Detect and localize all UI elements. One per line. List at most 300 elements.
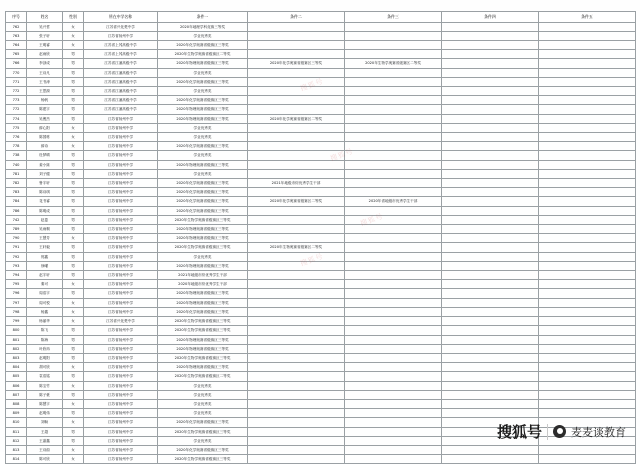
- row-sex: 男: [63, 215, 84, 224]
- row-condition-5: [539, 123, 636, 132]
- row-condition-2: [248, 22, 345, 31]
- row-condition-1: 2020年生物学奥赛省级赛区二等奖: [158, 372, 248, 381]
- row-condition-5: [539, 87, 636, 96]
- row-school: 江苏省扬州中学: [84, 271, 158, 280]
- row-condition-1: 2020年化学奥赛省级赛区三等奖: [158, 445, 248, 454]
- row-sex: 男: [63, 372, 84, 381]
- row-index: 764: [6, 41, 27, 50]
- table-row: [6, 179, 636, 188]
- row-condition-3: [345, 372, 442, 381]
- row-condition-4: [442, 317, 539, 326]
- row-condition-4: [442, 307, 539, 316]
- watermark-4: 搜狐号: [299, 252, 325, 268]
- row-school: 江苏省兴化楚中学: [84, 317, 158, 326]
- row-school: 江苏省扬州中学: [84, 326, 158, 335]
- row-sex: 男: [63, 436, 84, 445]
- row-school: 江苏省扬州中学: [84, 151, 158, 160]
- row-index: 773: [6, 96, 27, 105]
- row-condition-1: 2020年物理奥赛省级赛区三等奖: [158, 160, 248, 169]
- column-header-condition-2: 条件二: [248, 12, 345, 23]
- row-sex: 男: [63, 160, 84, 169]
- row-index: 793: [6, 261, 27, 270]
- table-row: [6, 160, 636, 169]
- row-condition-5: [539, 169, 636, 178]
- table-row: [6, 289, 636, 298]
- row-condition-5: [539, 289, 636, 298]
- row-condition-4: [442, 399, 539, 408]
- row-condition-3: [345, 381, 442, 390]
- table-row: [6, 41, 636, 50]
- row-condition-5: [539, 445, 636, 454]
- table-row: [6, 225, 636, 234]
- row-condition-3: [345, 133, 442, 142]
- row-sex: 男: [63, 243, 84, 252]
- row-condition-2: [248, 353, 345, 362]
- row-school: 江苏省扬州中学: [84, 252, 158, 261]
- row-school: 江苏省扬州中学: [84, 353, 158, 362]
- row-condition-1: 学业优秀类: [158, 169, 248, 178]
- column-header-index: 序号: [6, 12, 27, 23]
- row-condition-1: 2020年物理奥赛省级赛区三等奖: [158, 335, 248, 344]
- row-index: 802: [6, 344, 27, 353]
- row-condition-2: [248, 372, 345, 381]
- row-condition-5: [539, 77, 636, 86]
- row-name: 李剑成: [27, 59, 63, 68]
- table-row: [6, 133, 636, 142]
- row-condition-4: [442, 353, 539, 362]
- row-condition-4: [442, 363, 539, 372]
- row-condition-4: [442, 409, 539, 418]
- row-condition-3: [345, 41, 442, 50]
- row-condition-5: [539, 353, 636, 362]
- row-condition-5: [539, 41, 636, 50]
- table-row: [6, 188, 636, 197]
- row-name: 陈子豪: [27, 390, 63, 399]
- row-condition-5: [539, 160, 636, 169]
- row-sex: 男: [63, 390, 84, 399]
- table-row: [6, 77, 636, 86]
- row-condition-3: [345, 261, 442, 270]
- table-row: [6, 142, 636, 151]
- row-index: 794: [6, 271, 27, 280]
- row-condition-4: [442, 151, 539, 160]
- table-row: [6, 96, 636, 105]
- row-condition-1: 2020年物理奥赛省级赛区三等奖: [158, 59, 248, 68]
- row-condition-3: [345, 142, 442, 151]
- row-condition-5: [539, 133, 636, 142]
- row-condition-5: [539, 234, 636, 243]
- row-condition-1: 2020年物理奥赛省级赛区三等奖: [158, 261, 248, 270]
- row-condition-5: [539, 179, 636, 188]
- row-condition-1: 学业优秀类: [158, 151, 248, 160]
- row-condition-4: [442, 123, 539, 132]
- row-name: 周可悦: [27, 298, 63, 307]
- table-row: [6, 50, 636, 59]
- row-condition-3: [345, 243, 442, 252]
- row-sex: 男: [63, 289, 84, 298]
- row-name: 徐曜: [27, 261, 63, 270]
- row-index: 783: [6, 188, 27, 197]
- row-condition-4: [442, 87, 539, 96]
- row-condition-5: [539, 372, 636, 381]
- row-condition-3: [345, 96, 442, 105]
- row-name: 王诗凡: [27, 68, 63, 77]
- row-condition-2: [248, 41, 345, 50]
- row-condition-3: [345, 188, 442, 197]
- row-name: 陈诗琪: [27, 188, 63, 197]
- header-row: [6, 12, 636, 23]
- row-school: 江苏省扬州中学: [84, 372, 158, 381]
- row-index: 799: [6, 317, 27, 326]
- row-condition-4: [442, 41, 539, 50]
- row-condition-3: [345, 427, 442, 436]
- row-sex: 男: [63, 179, 84, 188]
- row-name: 陈慧宇: [27, 399, 63, 408]
- row-name: 陈海: [27, 335, 63, 344]
- row-condition-2: [248, 390, 345, 399]
- row-sex: 男: [63, 188, 84, 197]
- sohu-logo-text: 搜狐号: [496, 423, 542, 441]
- row-sex: 男: [63, 271, 84, 280]
- row-school: 江苏省扬州中学: [84, 418, 158, 427]
- row-condition-4: [442, 197, 539, 206]
- row-index: 763: [6, 31, 27, 40]
- row-index: 791: [6, 243, 27, 252]
- row-condition-5: [539, 50, 636, 59]
- row-condition-5: [539, 197, 636, 206]
- row-condition-5: [539, 151, 636, 160]
- row-condition-4: [442, 59, 539, 68]
- row-sex: 男: [63, 50, 84, 59]
- table-row: [6, 271, 636, 280]
- row-condition-5: [539, 114, 636, 123]
- row-name: 王思源: [27, 87, 63, 96]
- row-sex: 男: [63, 252, 84, 261]
- row-condition-2: [248, 133, 345, 142]
- row-condition-2: [248, 225, 345, 234]
- row-condition-3: [345, 160, 442, 169]
- row-condition-4: [442, 142, 539, 151]
- row-condition-1: 2020年物理奥赛省级赛区三等奖: [158, 225, 248, 234]
- row-condition-1: 2020年物理奥赛省级赛区三等奖: [158, 344, 248, 353]
- row-condition-3: [345, 335, 442, 344]
- row-condition-4: [442, 280, 539, 289]
- row-name: 叶欣冉: [27, 344, 63, 353]
- column-header-school: 所在中学名称: [84, 12, 158, 23]
- row-condition-2: [248, 436, 345, 445]
- row-condition-5: [539, 344, 636, 353]
- row-condition-3: [345, 77, 442, 86]
- row-name: 杨鑫: [27, 307, 63, 316]
- row-condition-2: [248, 445, 345, 454]
- row-index: 800: [6, 326, 27, 335]
- row-index: 781: [6, 169, 27, 178]
- row-condition-4: [442, 381, 539, 390]
- row-condition-2: [248, 96, 345, 105]
- row-condition-2: [248, 31, 345, 40]
- row-condition-2: [248, 289, 345, 298]
- row-condition-2: [248, 261, 345, 270]
- row-name: 王超: [27, 427, 63, 436]
- row-sex: 男: [63, 427, 84, 436]
- row-sex: 女: [63, 22, 84, 31]
- row-sex: 女: [63, 142, 84, 151]
- row-condition-5: [539, 326, 636, 335]
- row-condition-3: [345, 68, 442, 77]
- row-name: 胡可欣: [27, 363, 63, 372]
- row-condition-1: 2020年地级市综优秀学生干部: [158, 280, 248, 289]
- table-row: [6, 445, 636, 454]
- table-row: [6, 68, 636, 77]
- row-condition-3: [345, 169, 442, 178]
- row-sex: 男: [63, 326, 84, 335]
- row-condition-2: 2020年化学奥赛省级赛区二等奖: [248, 197, 345, 206]
- row-condition-1: 学业优秀类: [158, 31, 248, 40]
- row-school: 江苏省扬州中学: [84, 363, 158, 372]
- row-condition-4: [442, 96, 539, 105]
- row-sex: 女: [63, 445, 84, 454]
- table-row: [6, 344, 636, 353]
- row-condition-3: [345, 353, 442, 362]
- table-row: [6, 206, 636, 215]
- row-condition-2: 2020年生物奥赛省级赛区二等奖: [248, 243, 345, 252]
- row-condition-4: [442, 206, 539, 215]
- row-condition-4: [442, 31, 539, 40]
- row-school: 江苏省扬州中学: [84, 206, 158, 215]
- row-name: 王轩毅: [27, 243, 63, 252]
- row-condition-3: [345, 215, 442, 224]
- row-index: 772: [6, 105, 27, 114]
- row-name: 秦可: [27, 280, 63, 289]
- row-school: 江苏省江浦高级中学: [84, 68, 158, 77]
- column-header-sex: 性别: [63, 12, 84, 23]
- row-school: 江苏省扬州中学: [84, 160, 158, 169]
- row-condition-4: [442, 160, 539, 169]
- row-condition-4: [442, 252, 539, 261]
- roster-table: [5, 11, 636, 464]
- row-school: 江苏省扬州中学: [84, 409, 158, 418]
- row-index: 814: [6, 455, 27, 464]
- column-header-condition-1: 条件一: [158, 12, 248, 23]
- row-condition-4: [442, 50, 539, 59]
- table-row: [6, 261, 636, 270]
- row-condition-2: [248, 455, 345, 464]
- row-condition-1: 2020年物理奥赛省级赛区三等奖: [158, 105, 248, 114]
- row-sex: 女: [63, 41, 84, 50]
- user-avatar-icon: [553, 425, 566, 438]
- row-condition-3: [345, 123, 442, 132]
- row-condition-2: [248, 123, 345, 132]
- row-condition-2: [248, 151, 345, 160]
- row-school: 江苏省扬州中学: [84, 344, 158, 353]
- row-condition-2: [248, 160, 345, 169]
- row-condition-2: 2020年化学奥赛省级赛区三等奖: [248, 59, 345, 68]
- table-row: [6, 280, 636, 289]
- row-condition-4: [442, 68, 539, 77]
- row-condition-3: [345, 252, 442, 261]
- row-index: 738: [6, 151, 27, 160]
- row-condition-2: [248, 344, 345, 353]
- row-condition-5: [539, 399, 636, 408]
- table-header: [6, 12, 636, 23]
- row-condition-5: [539, 307, 636, 316]
- row-condition-3: [345, 298, 442, 307]
- row-index: 774: [6, 114, 27, 123]
- table-row: [6, 455, 636, 464]
- row-index: 797: [6, 298, 27, 307]
- row-name: 王明睿: [27, 41, 63, 50]
- row-school: 江苏省扬州中学: [84, 289, 158, 298]
- row-condition-2: [248, 188, 345, 197]
- row-name: 刘畅: [27, 418, 63, 427]
- table-row: [6, 372, 636, 381]
- row-condition-3: [345, 206, 442, 215]
- row-condition-2: [248, 280, 345, 289]
- row-condition-3: [345, 317, 442, 326]
- row-condition-5: [539, 105, 636, 114]
- row-sex: 女: [63, 399, 84, 408]
- row-condition-2: [248, 77, 345, 86]
- row-index: 778: [6, 142, 27, 151]
- table-row: [6, 169, 636, 178]
- row-condition-1: 2020年化学奥赛省级赛区三等奖: [158, 307, 248, 316]
- row-condition-5: [539, 31, 636, 40]
- row-condition-2: [248, 381, 345, 390]
- row-condition-5: [539, 68, 636, 77]
- row-sex: 男: [63, 409, 84, 418]
- row-index: 810: [6, 418, 27, 427]
- row-index: 801: [6, 335, 27, 344]
- row-sex: 女: [63, 31, 84, 40]
- row-sex: 男: [63, 114, 84, 123]
- row-condition-4: [442, 298, 539, 307]
- row-condition-5: [539, 215, 636, 224]
- row-school: 江苏省扬州中学: [84, 179, 158, 188]
- column-header-condition-5: 条件五: [539, 12, 636, 23]
- row-condition-1: 2020年化学奥赛省级赛区三等奖: [158, 206, 248, 215]
- row-condition-3: [345, 289, 442, 298]
- row-condition-2: [248, 252, 345, 261]
- row-condition-4: [442, 344, 539, 353]
- row-condition-3: [345, 418, 442, 427]
- roster-table-container: [5, 11, 635, 464]
- row-index: 807: [6, 390, 27, 399]
- row-school: 江苏省扬州中学: [84, 399, 158, 408]
- row-condition-4: [442, 390, 539, 399]
- table-row: [6, 123, 636, 132]
- row-condition-5: [539, 390, 636, 399]
- row-index: 805: [6, 372, 27, 381]
- row-name: 杨丽华: [27, 317, 63, 326]
- row-name: 陈宝竹: [27, 381, 63, 390]
- row-name: 陈可欣: [27, 455, 63, 464]
- row-name: 姜小妹: [27, 160, 63, 169]
- row-condition-4: [442, 114, 539, 123]
- row-condition-2: [248, 335, 345, 344]
- row-school: 江苏省扬州中学: [84, 381, 158, 390]
- row-condition-2: [248, 317, 345, 326]
- row-school: 江苏省扬州中学: [84, 390, 158, 399]
- row-condition-5: [539, 280, 636, 289]
- row-school: 江苏省扬州中学: [84, 455, 158, 464]
- row-school: 江苏省扬州中学: [84, 427, 158, 436]
- row-condition-1: 学业优秀类: [158, 87, 248, 96]
- row-sex: 女: [63, 280, 84, 289]
- row-condition-3: [345, 326, 442, 335]
- row-sex: 男: [63, 68, 84, 77]
- row-condition-5: [539, 96, 636, 105]
- row-school: 江苏省扬州中学: [84, 335, 158, 344]
- row-name: 赵宇轩: [27, 271, 63, 280]
- row-condition-5: [539, 409, 636, 418]
- row-condition-2: [248, 409, 345, 418]
- row-school: 江苏省扬州中学: [84, 142, 158, 151]
- row-sex: 女: [63, 363, 84, 372]
- row-school: 江苏省扬州中学: [84, 225, 158, 234]
- row-condition-5: [539, 363, 636, 372]
- row-sex: 男: [63, 353, 84, 362]
- row-condition-2: [248, 87, 345, 96]
- table-row: [6, 105, 636, 114]
- table-row: [6, 243, 636, 252]
- row-condition-1: 2021年地级市综优秀学生干部: [158, 271, 248, 280]
- row-index: 775: [6, 123, 27, 132]
- row-name: 张子轩: [27, 31, 63, 40]
- row-condition-1: 2020年化学奥赛省级赛区三等奖: [158, 197, 248, 206]
- table-row: [6, 363, 636, 372]
- row-condition-1: 2020年化学奥赛省级赛区三等奖: [158, 142, 248, 151]
- row-school: 江苏省上冈高级中学: [84, 41, 158, 50]
- row-condition-1: 2020年化学奥赛省级赛区三等奖: [158, 77, 248, 86]
- row-school: 江苏省扬州中学: [84, 197, 158, 206]
- row-condition-3: [345, 179, 442, 188]
- row-condition-4: [442, 372, 539, 381]
- row-school: 江苏省扬州中学: [84, 307, 158, 316]
- row-condition-3: [345, 307, 442, 316]
- row-sex: 男: [63, 261, 84, 270]
- row-name: 王书涛: [27, 77, 63, 86]
- row-name: 薛诗: [27, 142, 63, 151]
- row-condition-4: [442, 179, 539, 188]
- row-condition-1: 学业优秀类: [158, 436, 248, 445]
- row-index: 798: [6, 307, 27, 316]
- row-school: 江苏省扬州中学: [84, 123, 158, 132]
- row-condition-3: 2020年生物学奥赛省级赛区二等奖: [345, 59, 442, 68]
- table-row: [6, 317, 636, 326]
- row-condition-3: [345, 344, 442, 353]
- table-row: [6, 215, 636, 224]
- row-sex: 男: [63, 151, 84, 160]
- row-sex: 男: [63, 87, 84, 96]
- row-index: 790: [6, 234, 27, 243]
- row-condition-3: [345, 363, 442, 372]
- row-index: 813: [6, 445, 27, 454]
- row-index: 786: [6, 206, 27, 215]
- row-sex: 男: [63, 344, 84, 353]
- row-condition-1: 2020年生物学奥赛省级赛区三等奖: [158, 353, 248, 362]
- row-condition-3: [345, 225, 442, 234]
- row-condition-5: [539, 381, 636, 390]
- row-condition-1: 2020年生物学奥赛省级赛区三等奖: [158, 317, 248, 326]
- row-sex: 男: [63, 225, 84, 234]
- row-condition-1: 学业优秀类: [158, 252, 248, 261]
- row-index: 808: [6, 399, 27, 408]
- table-row: [6, 252, 636, 261]
- row-name: 王诗韵: [27, 445, 63, 454]
- row-condition-3: [345, 445, 442, 454]
- row-condition-5: [539, 271, 636, 280]
- row-condition-5: [539, 252, 636, 261]
